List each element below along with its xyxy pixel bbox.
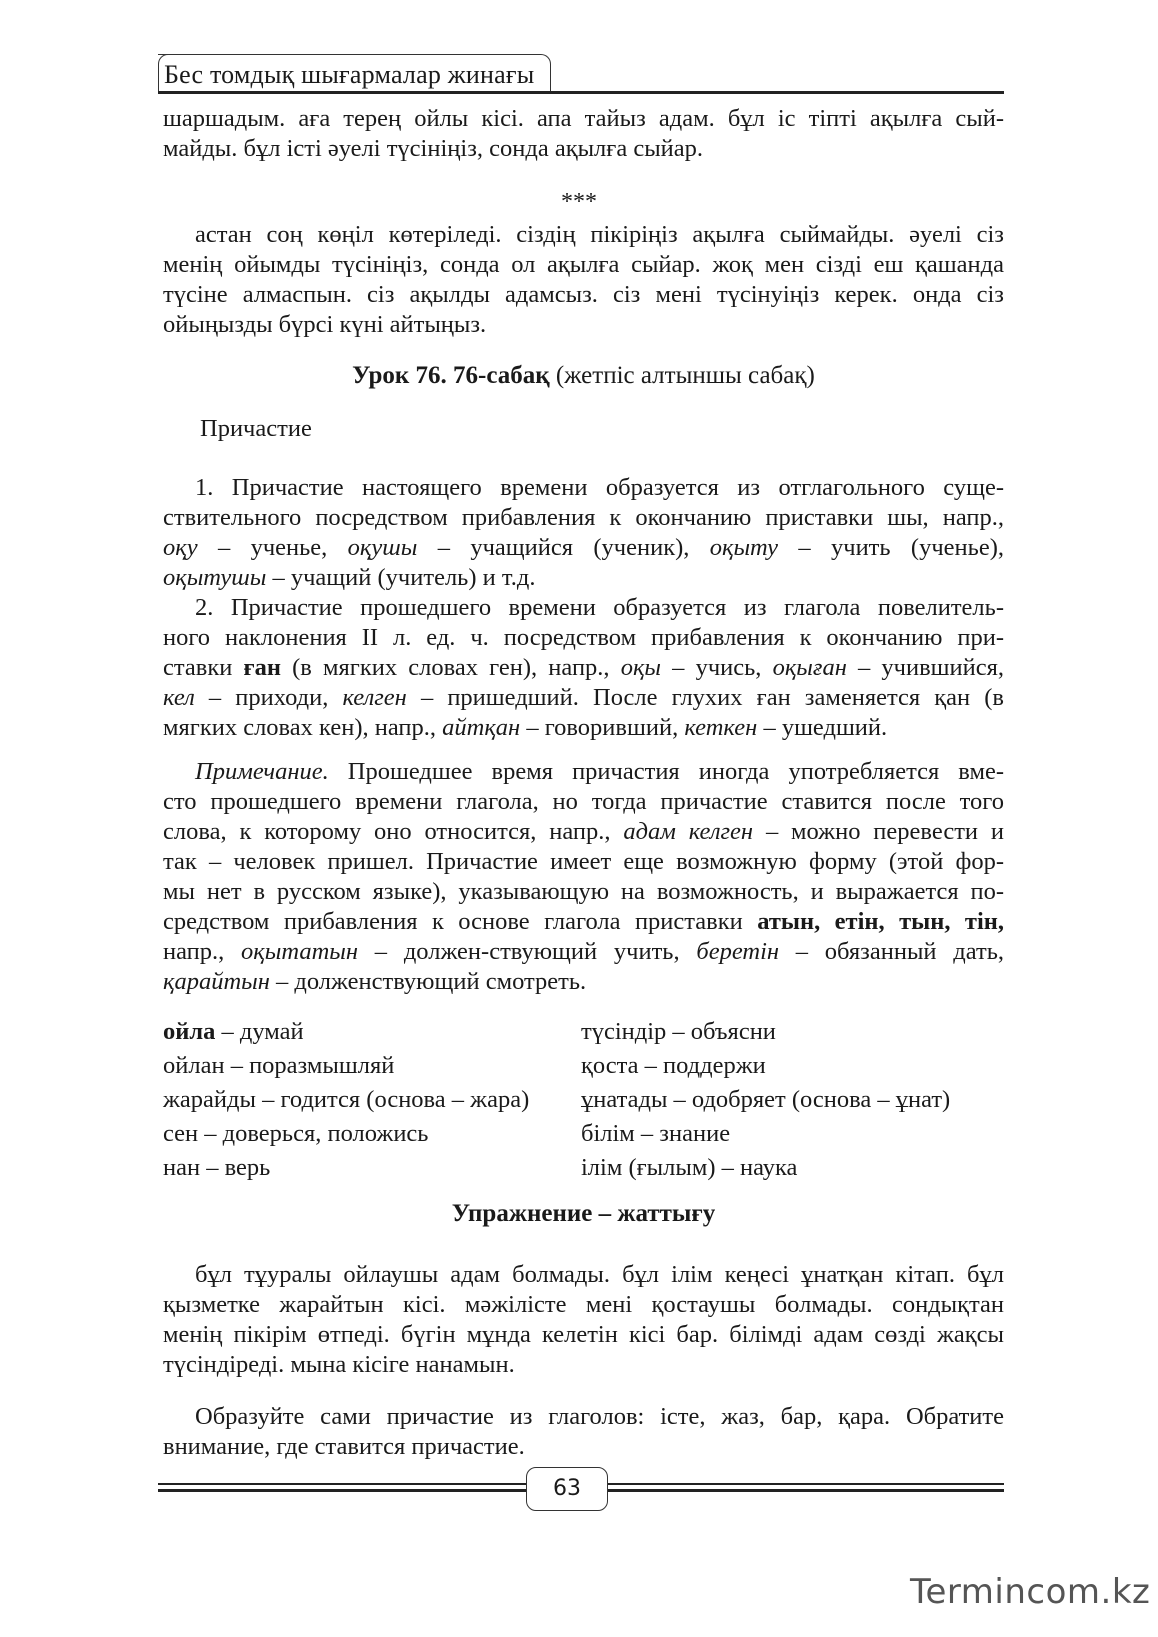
text-segment: Прошедшее время причастия иногда употребляется вме-: [328, 758, 1004, 785]
text-segment: кел: [163, 684, 195, 711]
text-segment: ставки: [163, 654, 244, 681]
text-segment: – говоривший,: [520, 714, 685, 741]
text-line: 1. Причастие настоящего времени образуется из отглагольного суще-: [195, 474, 1004, 501]
text-segment: мягких словах кен), напр.,: [163, 714, 443, 741]
page-number: 63: [526, 1467, 608, 1511]
exercise-instruction: [163, 1402, 1004, 1462]
text-line: так – человек пришел. Причастие имеет еще возможную форму (этой фор-: [163, 848, 1004, 875]
text-segment: оқытушы: [163, 564, 267, 591]
text-segment: – ушедший.: [757, 714, 888, 741]
vocab-entry: [581, 1049, 1004, 1083]
text-segment: нан – верь: [163, 1154, 271, 1181]
exercise-text: [163, 1260, 1004, 1380]
footer-rule-left-2: [158, 1489, 528, 1492]
lesson-title-normal: (жетпіс алтыншы сабақ): [549, 362, 815, 389]
text-line: түсіндіреді. мына кісіге нанамын.: [163, 1351, 515, 1378]
header-rule: [158, 91, 1004, 94]
text-segment: ұнатады – одобряет (основа – ұнат): [581, 1086, 951, 1113]
text-segment: оқыған: [772, 654, 847, 681]
vocab-right-column: [581, 1015, 1004, 1185]
text-segment: айтқан: [442, 714, 521, 741]
rich-line: [163, 817, 1004, 847]
text-segment: ған: [243, 654, 281, 681]
rich-line: [163, 907, 1004, 937]
vocab-entry: [163, 1151, 573, 1185]
text-line: түсіне алмаспын. сіз ақылды адамсыз. сіз мені түсінуіңіз керек. онда сіз: [163, 281, 1004, 308]
text-segment: – учись,: [661, 654, 773, 681]
text-segment: – учащийся (ученик),: [417, 534, 710, 561]
vocab-entry: [581, 1117, 1004, 1151]
footer-rule-right-2: [604, 1489, 1004, 1492]
rich-line: [163, 757, 1004, 787]
text-segment: – пришедший. После глухих ған заменяется қан (в: [406, 684, 1004, 711]
text-segment: – думай: [215, 1018, 304, 1045]
section-heading: Причастие: [200, 415, 312, 442]
rich-line: [163, 653, 1004, 683]
text-line: менің ойымды түсініңіз, сонда ол ақылға сыйар. жоқ мен сізді еш қашанда: [163, 251, 1004, 278]
rich-line: [163, 937, 1004, 967]
text-segment: – можно перевести и: [753, 818, 1004, 845]
paragraph-1: [163, 104, 1004, 164]
text-line: қызметке жарайтын кісі. мәжілісте мені қостаушы болмады. сондықтан: [163, 1291, 1004, 1318]
vocab-entry: [581, 1083, 1004, 1117]
rich-line: [163, 533, 1004, 563]
text-line: внимание, где ставится причастие.: [163, 1433, 525, 1460]
text-segment: – долженствующий смотреть.: [269, 968, 587, 995]
section-separator: ***: [561, 189, 597, 215]
text-line: Образуйте сами причастие из глаголов: істе, жаз, бар, қара. Обратите: [195, 1403, 1004, 1430]
text-segment: атын, етін, тын, тін,: [757, 908, 1004, 935]
text-segment: білім – знание: [581, 1120, 731, 1147]
text-segment: оқытатын: [241, 938, 359, 965]
lesson-title-bold: Урок 76. 76-сабақ: [352, 362, 550, 389]
text-line: бұл тұуралы ойлаушы адам болмады. бұл ілім кеңесі ұнатқан кітап. бұл: [195, 1261, 1004, 1288]
text-segment: кеткен: [684, 714, 758, 741]
text-segment: средством прибавления к основе глагола приставки: [163, 908, 758, 935]
text-segment: ойлан – поразмышляй: [163, 1052, 395, 1079]
text-line: менің пікірім өтпеді. бүгін мұнда келетін кісі бар. білімді адам сөзді жақсы: [163, 1321, 1004, 1348]
vocab-entry: [163, 1049, 573, 1083]
text-line: астан соң көңіл көтеріледі. сіздің пікіріңіз ақылға сыймайды. әуелі сіз: [195, 221, 1004, 248]
text-line: ного наклонения II л. ед. ч. посредством прибавления к окончанию при-: [163, 624, 1004, 651]
text-line: 2. Причастие прошедшего времени образуется из глагола повелитель-: [195, 594, 1004, 621]
text-segment: – обязанный дать,: [779, 938, 1005, 965]
text-segment: оқыту: [709, 534, 779, 561]
text-segment: слова, к которому оно относится, напр.,: [163, 818, 624, 845]
text-segment: ойла: [163, 1018, 216, 1045]
lesson-title: [163, 362, 1004, 390]
running-header-title: Бес томдық шығармалар жинағы: [164, 60, 535, 89]
rich-line: [163, 683, 1004, 713]
text-segment: ілім (ғылым) – наука: [581, 1154, 798, 1181]
vocab-entry: [163, 1083, 573, 1117]
footer-rule-left: [158, 1483, 528, 1485]
vocab-entry: [581, 1015, 1004, 1049]
paragraph-2: [163, 220, 1004, 340]
note-block: [163, 757, 1004, 997]
text-segment: Примечание.: [195, 758, 329, 785]
vocab-left-column: [163, 1015, 573, 1185]
text-segment: – приходи,: [194, 684, 343, 711]
text-line: майды. бұл істі әуелі түсініңіз, сонда ақылға сыйар.: [163, 135, 704, 162]
text-segment: оқу: [163, 534, 198, 561]
text-line: ойыңызды бүрсі күні айтыңыз.: [163, 311, 487, 338]
text-segment: – учащий (учитель) и т.д.: [266, 564, 536, 591]
text-segment: келген: [342, 684, 407, 711]
vocab-entry: [163, 1117, 573, 1151]
text-segment: түсіндір – объясни: [581, 1018, 776, 1045]
text-segment: (в мягких словах ген), напр.,: [281, 654, 621, 681]
rich-line: [163, 713, 1004, 743]
vocab-entry: [163, 1015, 573, 1049]
text-segment: напр.,: [163, 938, 242, 965]
text-segment: – должен-ствующий учить,: [358, 938, 697, 965]
site-watermark: Termincom.kz: [910, 1572, 1151, 1612]
text-segment: беретін: [696, 938, 780, 965]
text-segment: оқушы: [347, 534, 418, 561]
text-segment: – учить (ученье),: [778, 534, 1004, 561]
text-segment: – ученье,: [197, 534, 348, 561]
text-segment: қоста – поддержи: [581, 1052, 766, 1079]
vocab-entry: [581, 1151, 1004, 1185]
text-segment: қарайтын: [163, 968, 270, 995]
rules-block: [163, 473, 1004, 743]
rich-line: [163, 967, 1004, 997]
text-segment: сен – доверься, положись: [163, 1120, 429, 1147]
exercise-title: Упражнение – жаттығу: [451, 1200, 716, 1227]
text-line: ствительного посредством прибавления к окончанию приставки шы, напр.,: [163, 504, 1004, 531]
text-segment: жарайды – годится (основа – жара): [163, 1086, 530, 1113]
text-line: шаршадым. аға терең ойлы кісі. апа тайыз адам. бұл іс тіпті ақылға сый-: [163, 105, 1004, 132]
text-segment: – учившийся,: [846, 654, 1005, 681]
rich-line: [163, 563, 1004, 593]
footer-rule-right: [604, 1483, 1004, 1485]
text-line: мы нет в русском языке), указывающую на возможность, и выражается по-: [163, 878, 1004, 905]
text-line: сто прошедшего времени глагола, но тогда причастие ставится после того: [163, 788, 1004, 815]
text-segment: оқы: [620, 654, 662, 681]
text-segment: адам келген: [623, 818, 754, 845]
